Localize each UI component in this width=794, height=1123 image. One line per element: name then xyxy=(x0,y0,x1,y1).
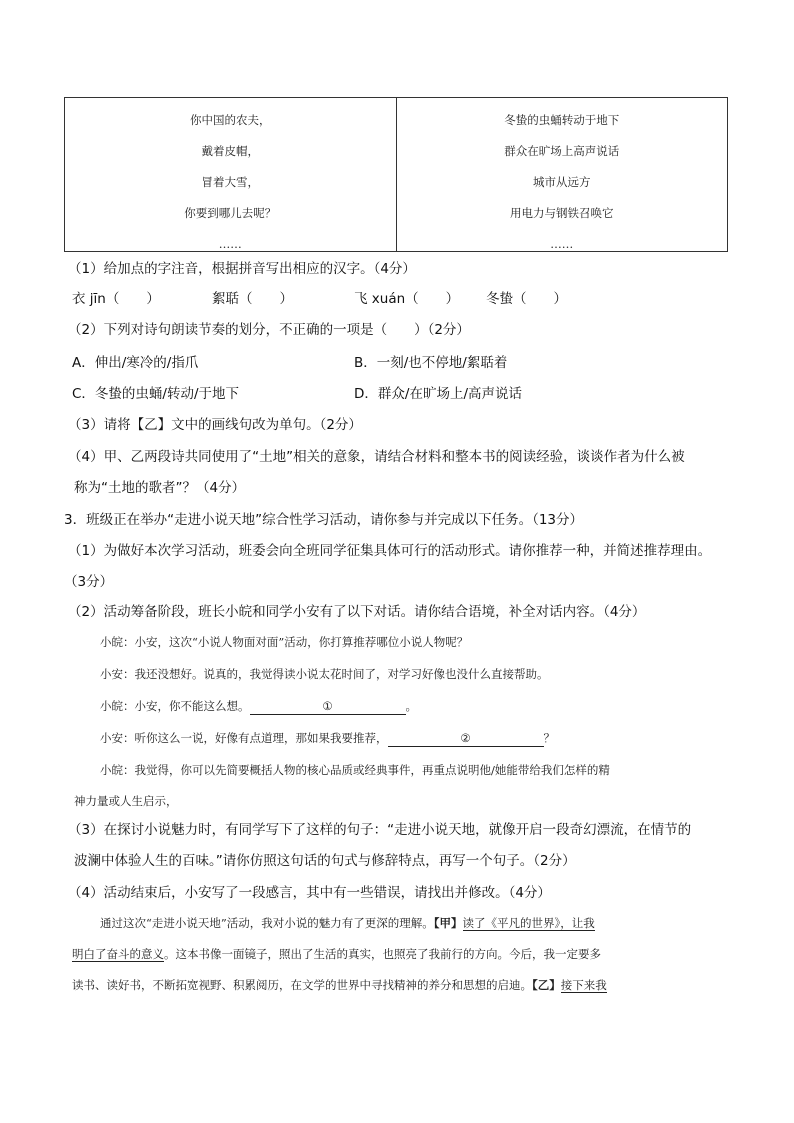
q2-option-b: B．一刻/也不停地/絮聒着 xyxy=(354,355,508,371)
sub-question-3-line-1: （3）在探讨小说魅力时，有同学写下了这样的句子：“走进小说天地，就像开启一段奇幻漂流，在情节的 xyxy=(68,822,692,838)
question-4-line-1: （4）甲、乙两段诗共同使用了“土地”相关的意象，请结合材料和整本书的阅读经验，谈谈作者为什么被 xyxy=(68,449,685,465)
q1-item-xuan: 飞 xuán（ ） xyxy=(354,291,460,307)
sub-question-1-line-2: （3分） xyxy=(64,574,114,590)
dialog-line-3-text: 小皖：小安，你不能这么想。 xyxy=(100,699,250,713)
underlined-sentence-jia-cont: 明白了奋斗的意义 xyxy=(72,947,164,961)
sub-question-3-line-2: 波澜中体验人生的百味。”请你仿照这句话的句式与修辞特点，再写一个句子。（2分） xyxy=(74,853,576,869)
dialog-line-2: 小安：我还没想好。说真的，我觉得读小说太花时间了，对学习好像也没什么直接帮助。 xyxy=(100,667,549,681)
q2-option-d: D．群众/在旷场上/高声说话 xyxy=(354,386,522,402)
dialog-line-4-end: ？ xyxy=(543,731,555,745)
question-2-prompt: （2）下列对诗句朗读节奏的划分，不正确的一项是（ ）（2分） xyxy=(68,322,470,338)
dialog-line-1: 小皖：小安，这次“小说人物面对面”活动，你打算推荐哪位小说人物呢？ xyxy=(100,635,469,649)
question-1-prompt: （1）给加点的字注音，根据拼音写出相应的汉字。（4分） xyxy=(68,261,416,277)
question-4-line-2: 称为“土地的歌者”？（4分） xyxy=(74,480,246,496)
dialog-line-4-text: 小安：听你这么一说，好像有点道理，那如果我要推荐， xyxy=(100,731,388,745)
poem-column-yi xyxy=(396,98,728,251)
dialog-line-5b: 神力量或人生启示， xyxy=(74,794,178,808)
poem-line: 城市从远方 xyxy=(533,175,591,189)
essay-text: 通过这次“走进小说天地”活动，我对小说的魅力有了更深的理解。 xyxy=(100,916,434,930)
q2-option-a: A．伸出/寒冷的/指爪 xyxy=(72,355,199,371)
q1-item-dongzhe: 冬蛰（ ） xyxy=(486,291,567,307)
essay-line-3 xyxy=(72,976,732,994)
poem-line: 用电力与钢铁召唤它 xyxy=(510,206,614,220)
sub-question-1-line-1: （1）为做好本次学习活动，班委会向全班同学征集具体可行的活动形式。请你推荐一种，并简述推荐理由。 xyxy=(68,543,712,559)
poem-table xyxy=(64,97,728,252)
poem-line: 你中国的农夫， xyxy=(190,113,271,127)
q1-item-jin: 衣 jīn（ ） xyxy=(72,291,160,307)
poem-line: 戴着皮帽， xyxy=(201,144,259,158)
poem-line: 你要到哪儿去呢？ xyxy=(184,206,277,220)
poem-line: 冬蛰的虫蛹转动于地下 xyxy=(504,113,620,127)
dialog-line-3 xyxy=(100,697,417,715)
answer-blank-1[interactable]: ① xyxy=(250,699,406,715)
q1-item-xuguo: 絮聒（ ） xyxy=(212,291,293,307)
essay-line-2 xyxy=(72,945,732,963)
marker-yi: 【乙】 xyxy=(532,978,561,992)
marker-jia: 【甲】 xyxy=(433,916,463,930)
section-3-title: 3．班级正在举办“走进小说天地”综合性学习活动，请你参与并完成以下任务。（13分） xyxy=(64,512,584,528)
poem-line: …… xyxy=(218,237,242,251)
sub-question-2-prompt: （2）活动筹备阶段，班长小皖和同学小安有了以下对话。请你结合语境，补全对话内容。（4分） xyxy=(68,604,646,620)
poem-line: 群众在旷场上高声说话 xyxy=(504,144,620,158)
poem-line: 冒着大雪， xyxy=(201,175,259,189)
answer-blank-2[interactable]: ② xyxy=(388,731,544,747)
essay-text: 。这本书像一面镜子，照出了生活的真实，也照亮了我前行的方向。今后，我一定要多 xyxy=(164,947,601,961)
poem-line: …… xyxy=(550,237,574,251)
essay-text: 读书、读好书，不断拓宽视野、积累阅历，在文学的世界中寻找精神的养分和思想的启迪。 xyxy=(72,978,532,992)
sub-question-4-prompt: （4）活动结束后，小安写了一段感言，其中有一些错误，请找出并修改。（4分） xyxy=(68,885,551,901)
underlined-sentence-jia: 读了《平凡的世界》，让我 xyxy=(462,916,595,930)
essay-line-1 xyxy=(100,914,760,932)
dialog-line-5a: 小皖：我觉得，你可以先简要概括人物的核心品质或经典事件，再重点说明他/她能带给我们怎样的精 xyxy=(100,763,610,777)
underlined-sentence-yi: 接下来我 xyxy=(560,978,607,992)
poem-column-jia xyxy=(65,98,396,251)
question-3-prompt: （3）请将【乙】文中的画线句改为单句。（2分） xyxy=(68,417,362,433)
q2-option-c: C．冬蛰的虫蛹/转动/于地下 xyxy=(72,386,240,402)
dialog-line-4 xyxy=(100,729,555,747)
dialog-line-3-end: 。 xyxy=(405,699,417,713)
